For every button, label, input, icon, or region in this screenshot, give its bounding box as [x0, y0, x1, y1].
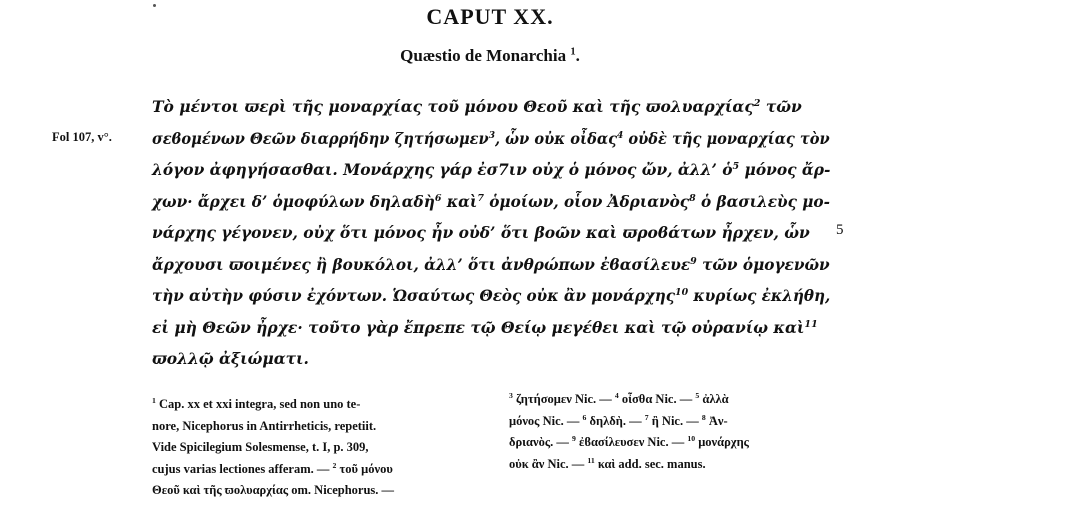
body-line — [152, 223, 810, 242]
text-segment: δηλδὴ. — — [586, 413, 645, 428]
footnote-ref: 10 — [687, 433, 696, 443]
body-line — [152, 97, 802, 116]
text-segment: χων· ἄρχει δ’ ὁμοφύλων δηλαδὴ — [152, 191, 435, 211]
text-segment: μόνος ἄρ- — [739, 160, 831, 179]
footnote-ref: 6 — [434, 192, 442, 204]
footnote-ref: 5 — [732, 160, 740, 172]
text-segment: ϖολλῷ ἀξιώματι. — [152, 349, 309, 368]
body-line — [152, 255, 830, 274]
footnote-line — [509, 457, 706, 472]
footnote-line — [509, 435, 749, 450]
footnote-ref: 2 — [753, 97, 761, 109]
margin-folio-note: Fol 107, v°. — [52, 130, 112, 144]
text-segment: , ὧν οὐκ οἶδας — [495, 128, 617, 148]
footnote-ref: 11 — [804, 318, 818, 330]
subtitle-text: Quæstio de Monarchia — [400, 46, 567, 65]
text-segment: καὶ — [441, 191, 478, 211]
line-number: 5 — [836, 222, 844, 238]
text-segment: μονάρχης — [695, 435, 749, 449]
text-segment: τοῦ μόνου — [336, 461, 393, 476]
footnote-line — [509, 392, 729, 407]
footnote-line — [152, 440, 369, 455]
footnote-ref: 9 — [572, 433, 576, 443]
body-line — [152, 286, 830, 305]
text-segment: ἐϐασίλευσεν Nic. — — [575, 435, 688, 449]
footnote-ref: 5 — [695, 390, 700, 400]
body-line — [152, 318, 818, 337]
text-segment: καὶ add. sec. manus. — [594, 456, 706, 471]
text-segment: Τὸ μέντοι ϖερὶ τῆς μοναρχίας τοῦ μόνου Θεοῦ καὶ τῆς ϖολυαρχίας — [152, 97, 754, 116]
text-segment: Θεοῦ καὶ τῆς ϖολυαρχίας om. Nicephorus. — — [152, 483, 395, 497]
body-line — [152, 192, 830, 211]
footnote-line — [152, 462, 393, 477]
text-segment: cujus varias lectiones afferam. — — [152, 461, 333, 476]
footnote-ref: 4 — [614, 390, 619, 400]
text-segment: οὐκ ἂν Nic. — — [509, 456, 588, 471]
footnote-ref: 1 — [152, 395, 156, 405]
page-title: CAPUT XX. — [426, 4, 554, 29]
text-segment: οἶσθα Nic. — — [618, 392, 696, 406]
footnote-ref: 10 — [675, 286, 689, 298]
text-segment: κυρίως ἐκλήθη, — [688, 286, 831, 305]
text-segment: δριανὸς. — — [509, 435, 573, 449]
page-subtitle: Quæstio de Monarchia $^1$. — [400, 46, 580, 65]
footnote-ref: 3 — [488, 129, 496, 141]
text-segment: Cap. xx et xxi integra, sed non uno te- — [155, 397, 361, 411]
text-segment: εἰ μὴ Θεῶν ἦρχε· τοῦτο γὰρ ἔπρεπε τῷ Θείῳ μεγέθει καὶ τῷ οὐρανίῳ καὶ — [152, 317, 805, 337]
text-segment: τῶν ὁμογενῶν — [696, 254, 830, 274]
footnote-ref: 6 — [582, 412, 587, 422]
text-segment: Ἀν- — [705, 413, 728, 428]
footnote-line — [152, 397, 360, 412]
text-segment: μόνος Nic. — — [509, 413, 583, 428]
text-segment: ζητήσομεν Nic. — — [512, 392, 615, 406]
footnote-ref: 8 — [689, 192, 696, 204]
footnote-ref: 11 — [587, 455, 595, 465]
text-segment: ὁμοίων, οἷον Ἀδριανὸς — [483, 191, 690, 211]
text-segment: τῶν — [760, 97, 802, 116]
body-line — [152, 160, 830, 179]
text-segment: σεϐομένων Θεῶν διαρρήδην ζητήσωμεν — [152, 128, 489, 148]
body-line — [152, 349, 309, 368]
text-segment: ἢ Nic. — — [648, 413, 702, 428]
footnote-line — [152, 419, 376, 434]
text-segment: οὐδὲ τῆς μοναρχίας τὸν — [623, 128, 830, 148]
footnote-ref: 7 — [644, 412, 649, 422]
footnote-ref: 3 — [509, 390, 513, 400]
text-segment: λόγον ἀφηγήσασθαι. Μονάρχης γάρ ἐσ7ιν οὐχ ὁ μόνος ὤν, ἀλλ’ ὁ — [152, 160, 733, 179]
footnote-ref: 4 — [616, 129, 624, 141]
footnote-ref: 8 — [701, 412, 706, 422]
text-segment: ὁ βασιλεὺς μο- — [695, 191, 830, 211]
text-segment: nore, Nicephorus in Antirrheticis, repetiit. — [152, 418, 377, 433]
text-segment: ἀλλὰ — [699, 392, 729, 406]
text-segment: ἄρχουσι ϖοιμένες ἢ βουκόλοι, ἀλλ’ ὅτι ἀνθρώπων ἐϐασίλευε — [152, 254, 691, 274]
text-segment: τὴν αὐτὴν φύσιν ἐχόντων. Ὡσαύτως Θεὸς οὐκ ἂν μονάρχης — [152, 286, 676, 305]
text-segment: Vide Spicilegium Solesmense, t. I, p. 309, — [152, 440, 369, 454]
subtitle-footnote-ref: 1 — [570, 46, 576, 58]
text-segment: νάρχης γέγονεν, οὐχ ὅτι μόνος ἦν οὐδ’ ὅτι βοῶν καὶ ϖροϐάτων ἦρχεν, ὧν — [152, 223, 810, 242]
footnote-ref: 2 — [332, 460, 337, 470]
footnote-line — [152, 483, 394, 498]
footnote-ref: 9 — [690, 255, 697, 267]
body-line — [152, 129, 830, 148]
footnote-ref: 7 — [477, 192, 484, 204]
footnote-line — [509, 414, 728, 429]
